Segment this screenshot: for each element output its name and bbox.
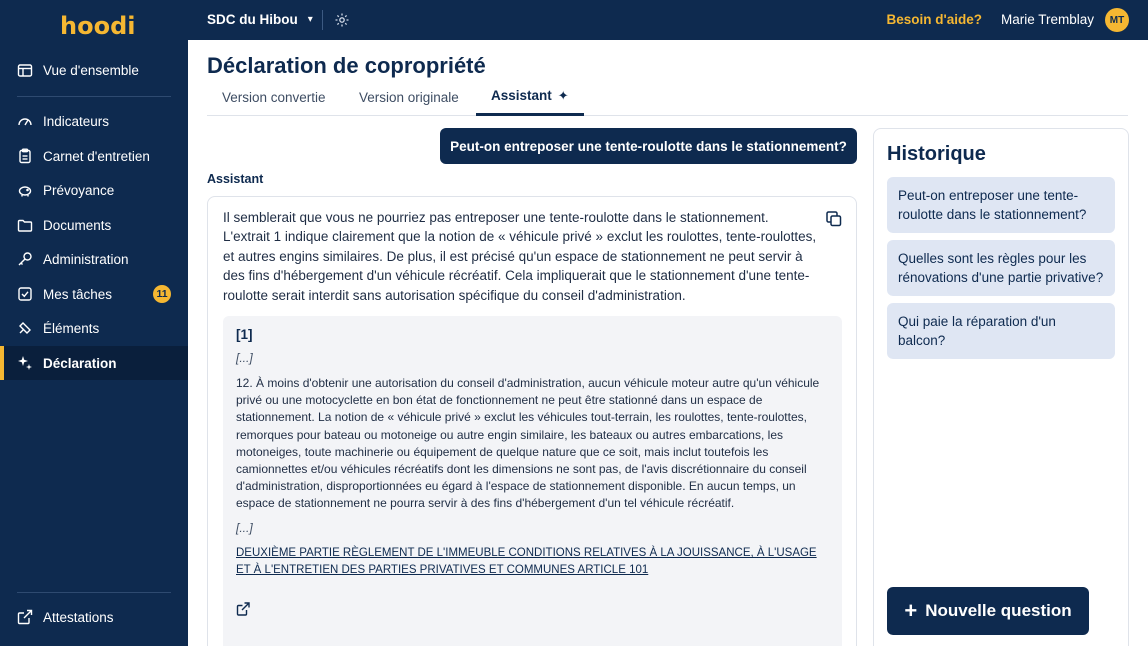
new-question-button[interactable] [887,587,1089,635]
divider [322,10,323,30]
sidebar-item-label: Mes tâches [43,286,113,302]
assistant-answer-card [207,196,857,646]
page-title: Déclaration de copropriété [207,53,486,78]
sidebar-item-administration[interactable] [0,242,188,276]
user-question-bubble: Peut-on entreposer une tente-roulotte dans le stationnement? [440,128,857,164]
tab-assistant[interactable] [476,78,584,116]
sidebar-item-label: Déclaration [43,355,117,371]
citation-number: [1] [236,327,253,342]
tab-converted-version[interactable] [222,78,326,116]
tab-label: Version convertie [222,89,326,105]
organization-name: SDC du Hibou [207,12,298,27]
sidebar-item-label: Vue d'ensemble [43,62,139,78]
citation-source-link[interactable]: DEUXIÈME PARTIE RÈGLEMENT DE L'IMMEUBLE CONDITIONS RELATIVES À LA JOUISSANCE, À L'USAGE ET À L'ENTRETIEN DES PARTIES PRIVATIVES ET COMMUNES ARTICLE 101 [236,547,817,577]
help-link[interactable]: Besoin d'aide? [886,12,982,27]
folder-icon [17,217,33,233]
sidebar-item-label: Prévoyance [43,182,115,198]
clipboard-icon [17,148,33,164]
gauge-icon [17,113,33,129]
external-link-icon [17,609,33,625]
sidebar-item-components[interactable] [0,311,188,345]
citation-excerpt [223,316,842,646]
tasks-count-badge: 11 [153,285,171,303]
tab-label: Version originale [359,89,459,105]
citation-ellipsis: [...] [236,351,253,365]
tab-original-version[interactable] [359,78,459,116]
sidebar-item-documents[interactable] [0,208,188,242]
citation-ellipsis: [...] [236,521,253,535]
sidebar-item-label: Carnet d'entretien [43,148,150,164]
components-icon [17,320,33,336]
history-title: Historique [887,143,986,165]
history-panel [873,128,1129,646]
sidebar-item-reserve-fund[interactable] [0,173,188,207]
new-question-label: Nouvelle question [925,601,1072,620]
checkbox-icon [17,286,33,302]
sidebar [0,0,188,646]
avatar[interactable]: MT [1105,8,1129,32]
citation-text: 12. À moins d'obtenir une autorisation du conseil d'administration, aucun véhicule moteur autre qu'un véhicule privé ou une motocyclette en bon état de fonctionnement ne peut être stationné dans un espace de stationnement. La notion de « véhicule privé » exclut les véhicules tout-terrain, les roulottes, tente-roulottes, remorques pour bateau ou motoneige ou autre engin similaire, les bateaux ou autres embarcations, les motoneiges, toute machinerie ou équipement de quelque nature que ce soit, mais inclut toutefois les camionnettes et/ou véhicules récréatifs dont les dimensions ne sont pas, de l'avis discrétionnaire du conseil d'administration, disproportionnées eu égard à l'espace de stationnement disponible. En aucun temps, un espace de stationnement ne pourra servir à des fins d'hébergement d'un tel véhicule récréatif. [236,376,820,511]
chevron-down-icon: ▾ [307,14,313,25]
sidebar-item-attestations[interactable] [0,600,188,634]
sidebar-item-overview[interactable] [0,53,188,87]
sidebar-item-my-tasks[interactable] [0,277,188,311]
sidebar-item-label: Éléments [43,320,100,336]
external-link-icon[interactable] [236,602,250,616]
tab-label: Assistant [491,88,552,103]
sidebar-item-label: Indicateurs [43,113,110,129]
tab-bar [207,78,1128,116]
history-item[interactable]: Peut-on entreposer une tente-roulotte dans le stationnement? [887,177,1115,233]
history-item[interactable]: Quelles sont les règles pour les rénovations d'une partie privative? [887,240,1115,296]
key-icon [17,251,33,267]
nav-divider [17,96,171,97]
sidebar-item-declaration[interactable] [0,346,188,380]
gear-icon[interactable] [334,12,350,28]
sidebar-item-indicators[interactable] [0,104,188,138]
top-bar [188,0,1148,40]
sparkles-icon: ✦ [557,87,569,103]
hoodi-logo[interactable]: hoodi [60,12,136,40]
user-name[interactable]: Marie Tremblay [1000,12,1094,27]
organization-selector[interactable] [207,12,313,27]
sidebar-item-label: Documents [43,217,112,233]
nav-divider [17,592,171,593]
plus-icon: + [904,598,918,623]
sidebar-item-label: Administration [43,251,129,267]
dashboard-icon [17,62,33,78]
sparkles-icon [17,355,33,371]
copy-icon[interactable] [825,210,843,228]
piggy-bank-icon [17,182,33,198]
assistant-label: Assistant [207,172,264,186]
sidebar-item-label: Attestations [43,609,114,625]
history-item[interactable]: Qui paie la réparation d'un balcon? [887,303,1115,359]
sidebar-item-maintenance-log[interactable] [0,139,188,173]
assistant-answer-text: Il semblerait que vous ne pourriez pas entreposer une tente-roulotte dans le stationnement. L'extrait 1 indique clairement que la notion de « véhicule privé » exclut les roulottes, tente-roulottes, et autres engins similaires. De plus, il est précisé qu'un espace de stationnement ne peut servir à des fins d'hébergement d'un véhicule récréatif. Cela impliquerait que le stationnement d'une tente-roulotte serait interdit sans autorisation spécifique du conseil d'administration. [223,210,817,303]
